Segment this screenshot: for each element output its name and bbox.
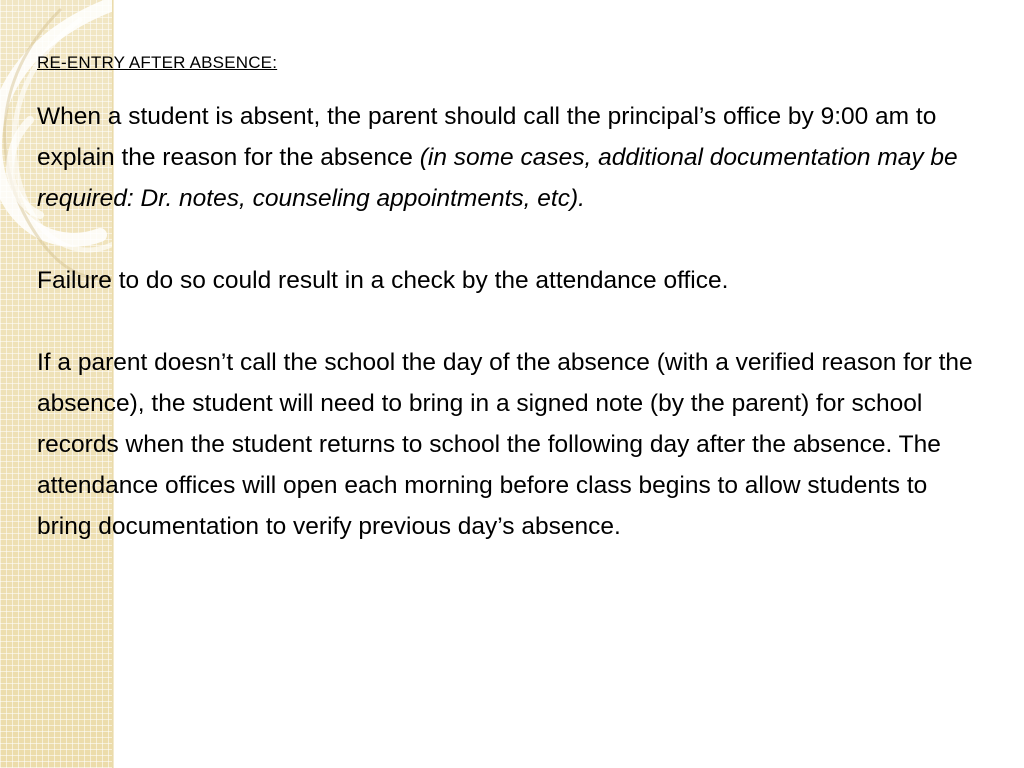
paragraph-call-principal (37, 96, 977, 219)
slide-heading: RE-ENTRY AFTER ABSENCE: (37, 53, 278, 72)
paragraph-call-principal-italic-note: (in some cases, additional documentation may be required: Dr. notes, counseling appointments, etc). (37, 144, 958, 212)
paragraph-failure-note: Failure to do so could result in a check by the attendance office. (37, 267, 729, 294)
paragraph-signed-note: If a parent doesn’t call the school the day of the absence (with a verified reason for the absence), the student will need to bring in a signed note (by the parent) for school records when the student returns to school the following day after the absence. The attendance offices will open each morning before class begins to allow students to bring documentation to verify previous day’s absence. (37, 349, 973, 540)
slide-content (37, 52, 977, 547)
paragraph-call-principal-text: When a student is absent, the parent should call the principal’s office by 9:00 am to explain the reason for the absence (37, 103, 937, 171)
